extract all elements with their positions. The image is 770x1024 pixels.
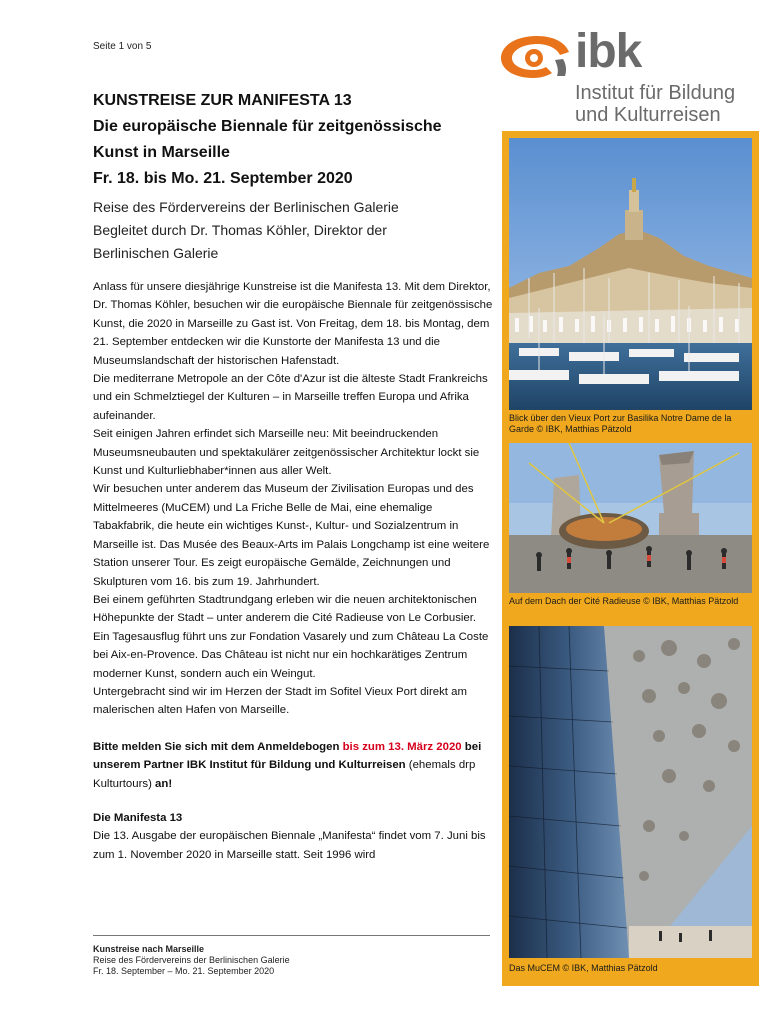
ibk-logo [497,25,767,130]
paragraph-3: Seit einigen Jahren erfindet sich Marseille neu: Mit beeindruckenden Museumsneubauten und spektakulärer zeitgenössischer Architektur lockt sie Kunst und Kulturliebhaber*innen aus aller Welt. [93,428,480,478]
cite-radieuse-photo-image [509,443,752,593]
footer-line1: Kunstreise nach Marseille [93,944,205,954]
photo-mucem [509,626,752,958]
cta-text-4: an! [155,777,173,790]
manifesta-text: Die 13. Ausgabe der europäischen Biennale „Manifesta“ findet vom 7. Juni bis zum 1. November 2020 in Marseille statt. Seit 1996 wird [93,830,486,861]
footer-divider [93,935,490,936]
footer-line3: Fr. 18. September – Mo. 21. September 2020 [93,966,275,976]
paragraph-5: Bei einem geführten Stadtrundgang erleben wir die neuen architektonischen Höhepunkte der Stadt – unter anderem die Cité Radieuse von Le Corbusier. Ein Tagesausflug führt uns zur Fondation Vasarely und zum Château La Coste bei Aix-en-Provence. Das Château ist nicht nur ein hochkarätiges Zentrum moderner Kunst, sondern auch ein Weingut. [93,593,489,680]
subtitle-line1: Die europäische Biennale für zeitgenössische [93,118,442,135]
footer [93,944,290,977]
body-text [93,278,493,720]
intro [93,196,493,265]
photo-cite-radieuse [509,443,752,593]
cta-text-3: (ehemals drp Kulturtours) [93,759,476,790]
trip-dates: Fr. 18. bis Mo. 21. September 2020 [93,170,353,187]
caption-harbor: Blick über den Vieux Port zur Basilika Notre Dame de la Garde © IBK, Matthias Pätzold [509,413,732,434]
cta-text-1: Bitte melden Sie sich mit dem Anmeldebogen [93,740,343,753]
photo-sidebar [502,131,759,986]
photo-harbor [509,138,752,410]
logo-wordmark: ibk [575,25,642,78]
intro-line2: Begleitet durch Dr. Thomas Köhler, Direktor der [93,222,387,238]
cta-deadline: bis zum 13. März 2020 [342,740,462,753]
harbor-photo-image [509,138,752,410]
main-content [93,88,493,864]
page-title: KUNSTREISE ZUR MANIFESTA 13 [93,92,352,109]
page-number: Seite 1 von 5 [93,41,152,52]
intro-line1: Reise des Fördervereins der Berlinischen Galerie [93,199,399,215]
mucem-photo-image [509,626,752,958]
caption-mucem: Das MuCEM © IBK, Matthias Pätzold [509,963,658,973]
registration-call-to-action [93,738,493,793]
subtitle-line2: Kunst in Marseille [93,144,230,161]
footer-line2: Reise des Fördervereins der Berlinischen Galerie [93,955,290,965]
paragraph-4: Wir besuchen unter anderem das Museum der Zivilisation Europas und des Mittelmeeres (MuCEM) und La Friche Belle de Mai, eine ehemalige Tabakfabrik, die heute ein wichtiges Kunst-, Kultur- und Sozialzentrum in Marseille ist. Das Musée des Beaux-Arts im Palais Longchamp ist eine weitere Station unserer Tour. Es zeigt europäische Gemälde, Zeichnungen und Skulpturen vom 16. bis zum 19. Jahrhundert. [93,483,490,588]
logo-tagline-line2: und Kulturreisen [575,104,721,126]
paragraph-1: Anlass für unsere diesjährige Kunstreise ist die Manifesta 13. Mit dem Direktor, Dr. Thomas Köhler, besuchen wir die europäische Biennale für zeitgenössische Kunst, die 2020 in Marseille zu Gast ist. Von Freitag, dem 18. bis Montag, dem 21. September entdecken wir die Kunstorte der Manifesta 13 und die Museumslandschaft der historischen Hafenstadt. [93,281,493,367]
caption-cite-radieuse: Auf dem Dach der Cité Radieuse © IBK, Matthias Pätzold [509,596,739,606]
cta-text-2: bei unserem Partner IBK Institut für Bildung und Kulturreisen [93,740,482,772]
logo-tagline-line1: Institut für Bildung [575,82,736,104]
manifesta-heading: Die Manifesta 13 [93,811,183,824]
paragraph-6: Untergebracht sind wir im Herzen der Stadt im Sofitel Vieux Port direkt am malerischen alten Hafen von Marseille. [93,685,467,717]
ibk-logo-icon [497,32,577,82]
paragraph-2: Die mediterrane Metropole an der Côte d'Azur ist die älteste Stadt Frankreichs und ein Schmelztiegel der Kulturen – in Marseille treffen Europa und Afrika aufeinander. [93,373,488,422]
intro-line3: Berlinischen Galerie [93,245,219,261]
